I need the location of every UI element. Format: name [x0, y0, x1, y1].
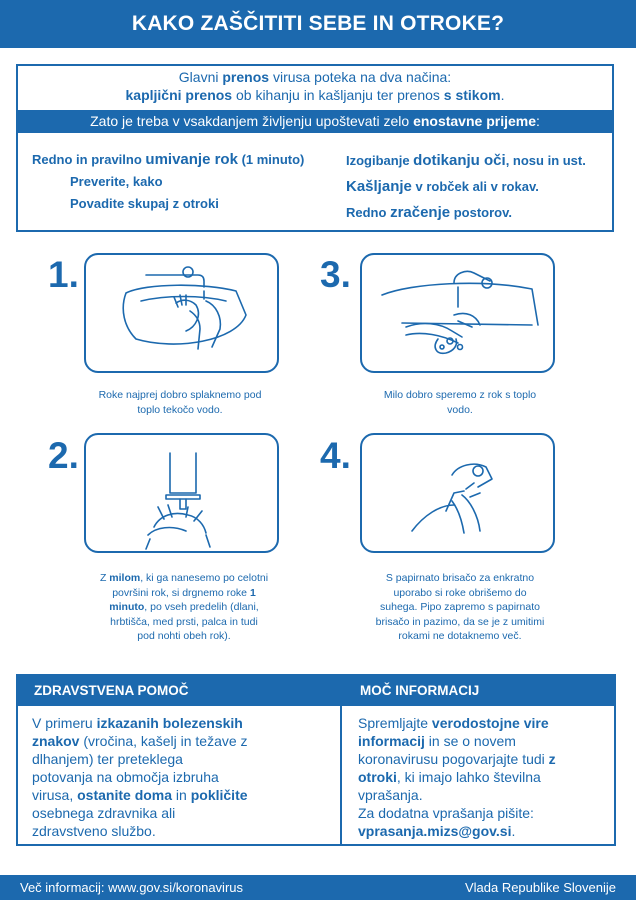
step-4-caption: S papirnato brisačo za enkratno uporabo si roke obrišemo do suhega. Pipo zapremo s papirnato brisačo in pazimo, da se je z umitimi rokami ne dotaknemo več. — [375, 572, 545, 642]
header-bar — [0, 0, 636, 48]
step-2-card — [84, 433, 279, 553]
step-3-card — [360, 253, 555, 373]
tip-check-how: Preverite, kako — [70, 174, 163, 189]
intro-line-2: kapljični prenos ob kihanju in kašljanju ter prenos s stikom. — [125, 87, 505, 103]
intro-box — [16, 64, 614, 232]
intro-line-1: Glavni prenos virusa poteka na dva načina: — [178, 69, 452, 85]
step-4-number: 4. — [320, 435, 351, 476]
health-box — [16, 674, 342, 846]
page-title: KAKO ZAŠČITITI SEBE IN OTROKE? — [131, 12, 505, 35]
step-1-number: 1. — [48, 254, 79, 295]
step-3-caption: Milo dobro speremo z rok s toplo vodo. — [383, 389, 537, 416]
tip-ventilation: Redno zračenje postorov. — [346, 204, 512, 221]
footer-government: Vlada Republike Slovenije — [464, 880, 616, 895]
intro-band-text: Zato je treba v vsakdanjem življenju upoštevati zelo enostavne prijeme: — [90, 113, 540, 129]
intro-band — [18, 110, 612, 133]
footer-bar — [0, 875, 636, 900]
information-box — [340, 674, 616, 846]
dry-hands-icon — [362, 435, 553, 551]
health-text: V primeru izkazanih bolezenskih znakov (vročina, kašelj in težave z dlhanjem) ter preteklega potovanja na območja izbruha virusa, ostanite doma in pokličite osebnega zdravnika ali zdravstveno službo. — [32, 715, 248, 839]
contact-email[interactable]: vprasanja.mizs@gov.si — [358, 823, 512, 839]
health-heading: ZDRAVSTVENA POMOČ — [18, 676, 340, 706]
footer-more-info-link[interactable]: Več informacij: www.gov.si/koronavirus — [20, 880, 244, 895]
tip-coughing: Kašljanje v robček ali v rokav. — [346, 178, 539, 195]
tip-handwashing: Redno in pravilno umivanje rok (1 minuto) — [32, 151, 305, 168]
step-2-caption: Z milom, ki ga nanesemo po celotni površini rok, si drgnemo roke 1 minuto, po vseh predelih (dlani, hrbtišča, med prsti, palca in tudi pod nohti obeh rok). — [99, 572, 269, 642]
rinse-soap-icon — [362, 255, 553, 371]
information-text: Spremljajte verodostojne vire informacij in se o novem koronavirusu pogovarjajte tudi z otroki, ki imajo lahko številna vprašanja. Za dodatna vprašanja pišite: vprasanja.mizs@gov.si. — [358, 715, 556, 839]
tip-avoid-touching: Izogibanje dotikanju oči, nosu in ust. — [346, 152, 586, 169]
step-1-caption: Roke najprej dobro splaknemo pod toplo tekočo vodo. — [98, 389, 262, 416]
tip-practice-with-children: Povadite skupaj z otroki — [70, 196, 219, 211]
step-1-card — [84, 253, 279, 373]
rinse-hands-icon — [86, 255, 277, 371]
step-2-number: 2. — [48, 435, 79, 476]
step-3-number: 3. — [320, 254, 351, 295]
information-heading: MOČ INFORMACIJ — [342, 676, 614, 706]
step-4-card — [360, 433, 555, 553]
soap-dispenser-icon — [86, 435, 277, 551]
